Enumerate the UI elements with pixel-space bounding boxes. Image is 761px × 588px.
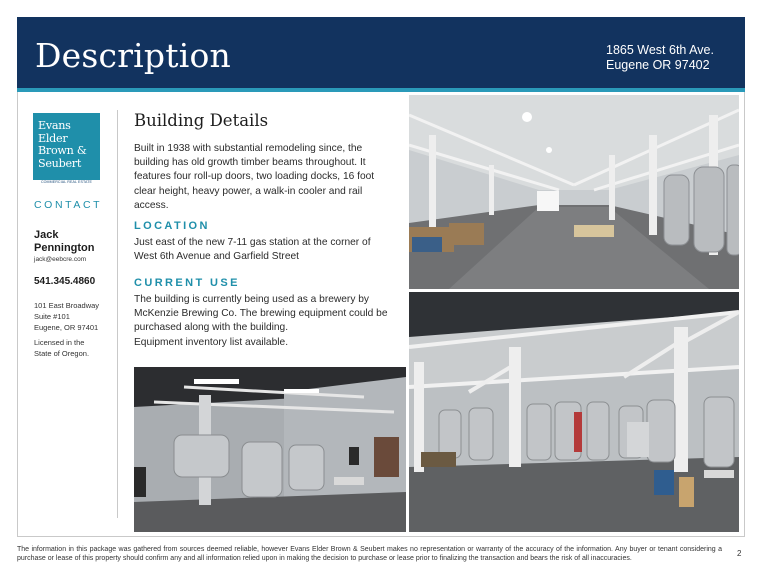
contact-phone: 541.345.4860 [34,276,96,287]
location-heading: LOCATION [134,220,210,232]
building-details-text: Built in 1938 with substantial remodeling since, the building has old growth timber beams throughout. It features four roll-up doors, two loading docks, 16 foot clear height, heavy power, a walk-in cooler and rail access. [134,143,375,211]
license-note [34,337,89,359]
logo-line: Seubert [38,156,82,170]
logo-line: Brown & [38,144,87,157]
company-logo [33,113,100,180]
column-divider [117,110,118,518]
logo-line: Evans [38,119,71,132]
contact-last-name: Pennington [34,242,95,254]
brewhouse-kettles-photo [134,367,406,532]
contact-heading: CONTACT [34,199,103,211]
legal-disclaimer: The information in this package was gathered from sources deemed reliable, however Evans Elder Brown & Seubert makes no representation or warranty of the accuracy of the information. Any buyer or tenant considering a purchase or lease of this property should confirm any and all information relied upon in making the decision to purchase or lease prior to finalizing the transaction and bears the risk of all inaccuracies. [17,546,722,562]
page-number: 2 [737,549,742,558]
contact-first-name: Jack [34,229,59,241]
current-use-heading: CURRENT USE [134,277,240,289]
contact-address [34,300,99,333]
contact-name [34,229,95,255]
brewery-tanks-photo [409,292,739,532]
logo-tagline: COMMERCIAL REAL ESTATE [40,180,93,184]
equipment-note: Equipment inventory list available. [134,337,289,348]
license-line: Licensed in the [34,338,85,347]
contact-address-line: Eugene, OR 97401 [34,323,99,332]
contact-email-link[interactable]: jack@eebcre.com [34,256,87,263]
location-text: Just east of the new 7-11 gas station at the corner of West 6th Avenue and Garfield Street [134,237,371,263]
address-line-street: 1865 West 6th Ave. [606,43,714,57]
page-title: Description [35,36,231,75]
contact-address-line: Suite #101 [34,312,70,321]
header-accent-stripe [17,88,745,92]
contact-address-line: 101 East Broadway [34,301,100,310]
property-address [606,43,714,73]
current-use-text: The building is currently being used as a brewery by McKenzie Brewing Co. The brewing equipment could be purchased along with the building. [134,294,388,334]
address-line-city: Eugene OR 97402 [606,58,710,72]
logo-line: Elder [38,131,68,145]
license-line: State of Oregon. [34,349,90,358]
warehouse-interior-photo [409,95,739,289]
building-details-title: Building Details [134,111,269,130]
